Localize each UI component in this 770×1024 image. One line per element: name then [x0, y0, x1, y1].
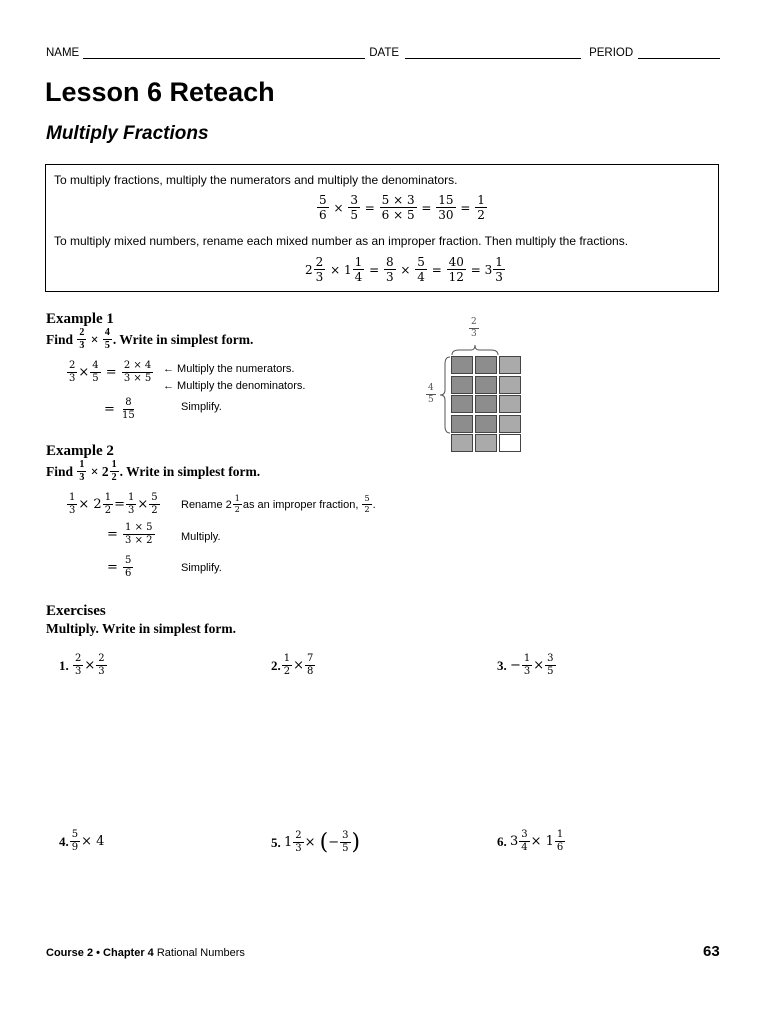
- eq1-d-num: 15: [438, 193, 454, 207]
- name-line[interactable]: [83, 46, 365, 59]
- ex2-s-d-den: 2: [151, 505, 158, 516]
- grid-cell: [499, 415, 521, 433]
- footer-course-chapter: Course 2 • Chapter 4: [46, 947, 154, 959]
- ex2-note1-rnum: 5: [364, 494, 370, 503]
- ex2-m-num: 1 × 5: [125, 522, 153, 533]
- e1-b-den: 3: [98, 666, 105, 677]
- exercise-1-number: 1.: [59, 657, 69, 673]
- eq2-c-den: 3: [385, 270, 394, 284]
- model-side-brace: [438, 356, 452, 434]
- e4-b: 4: [96, 834, 105, 849]
- eq1-a-den: 6: [319, 208, 327, 222]
- e5-b-num: 3: [342, 830, 349, 841]
- ex1-b-den: 5: [104, 340, 110, 351]
- ex2-b-num: 1: [111, 459, 117, 470]
- example2-prompt: Find $\frac{1}{3}$ × 2 $\frac{1}{2}$ . Write in simplest form.: [46, 459, 261, 483]
- rule-text-mixed: To multiply mixed numbers, rename each mixed number as an improper fraction. Then multiply the fractions.: [54, 234, 629, 248]
- e1-b-num: 2: [98, 653, 105, 664]
- e1-a-num: 2: [74, 653, 82, 664]
- name-label: NAME: [46, 46, 80, 59]
- ex2-s-c-num: 1: [127, 492, 135, 503]
- eq2-b-den: 4: [354, 270, 363, 284]
- date-label: DATE: [369, 46, 400, 59]
- grid-cell: [475, 415, 497, 433]
- ex1-s-b-num: 4: [92, 360, 99, 371]
- eq2-f-den: 3: [495, 270, 503, 284]
- ex2-note1-num: 1: [234, 494, 240, 503]
- example1-note1: ← Multiply the numerators.: [163, 363, 295, 375]
- model-side-num: 4: [428, 383, 434, 393]
- ex1-r-den: 15: [122, 410, 135, 421]
- example1-step1: $\frac{2}{3}$ × $\frac{4}{5}$ = $\frac{2 \times 4}{3 \times 5}$: [69, 360, 152, 384]
- ex1-r-num: 8: [125, 397, 132, 408]
- eq1-b-num: 3: [350, 193, 358, 207]
- eq1-b-den: 5: [350, 208, 358, 222]
- e4-a-num: 5: [71, 829, 79, 840]
- ex2-s-a-num: 1: [69, 492, 76, 503]
- eq2-whole-3: 3: [484, 262, 493, 277]
- eq2-a-num: 2: [315, 255, 324, 269]
- grid-cell: [499, 434, 521, 452]
- e6-whole-2: 1: [545, 834, 554, 849]
- exercise-4: 4. $\frac{5}{9}$ × 4: [59, 829, 105, 853]
- exercise-3: 3. − $\frac{1}{3}$ × $\frac{3}{5}$: [497, 653, 554, 677]
- exercise-2: 2. $\frac{1}{2}$ × $\frac{7}{8}$: [271, 653, 314, 677]
- exercises-heading: Exercises: [46, 603, 106, 619]
- ex1-s-c-den: 3 × 5: [123, 373, 152, 384]
- eq1-c-num: 5 × 3: [381, 193, 415, 207]
- exercises-instructions: Multiply. Write in simplest form.: [46, 621, 236, 636]
- grid-cell: [499, 356, 521, 374]
- example1-prompt: Find $\frac{2}{3}$ × $\frac{4}{5}$ . Write in simplest form.: [46, 327, 254, 351]
- example2-heading: Example 2: [46, 443, 114, 459]
- exercise-3-number: 3.: [497, 657, 507, 673]
- e6-a-num: 3: [521, 829, 528, 840]
- exercise-6: 6. 3 $\frac{3}{4}$ × 1 $\frac{1}{6}$: [497, 829, 564, 853]
- ex2-a-den: 3: [79, 472, 85, 483]
- eq2-d-den: 4: [417, 270, 425, 284]
- example1-find: Find: [46, 331, 74, 347]
- e6-b-num: 1: [556, 829, 564, 840]
- ex2-note1-den: 2: [234, 505, 240, 514]
- e6-a-den: 4: [521, 842, 528, 853]
- exercise-6-number: 6.: [497, 833, 507, 849]
- eq2-a-den: 3: [315, 270, 324, 284]
- ex2-r-den: 6: [125, 568, 132, 579]
- grid-cell: [475, 376, 497, 394]
- example2-note2: Multiply.: [181, 531, 221, 543]
- ex2-whole: 2: [101, 463, 109, 479]
- eq2-f-num: 1: [495, 255, 503, 269]
- grid-cell: [451, 415, 473, 433]
- page-subtitle: Multiply Fractions: [46, 123, 209, 144]
- eq1-e-num: 1: [477, 193, 485, 207]
- ex2-s-b-num: 1: [104, 492, 112, 503]
- e5-whole: 1: [283, 835, 293, 850]
- eq1-c-den: 6 × 5: [381, 208, 415, 222]
- e2-b-num: 7: [307, 653, 314, 664]
- eq2-c-num: 8: [385, 255, 394, 269]
- ex2-s-a-den: 3: [69, 505, 76, 516]
- grid-cell: [475, 395, 497, 413]
- e5-b-den: 5: [342, 843, 349, 854]
- exercise-5-number: 5.: [271, 834, 281, 850]
- exercise-2-number: 2.: [271, 657, 281, 673]
- exercise-4-number: 4.: [59, 833, 69, 849]
- ex1-s-c-num: 2 × 4: [123, 360, 152, 371]
- example1-step2: = $\frac{8}{15}$: [104, 397, 135, 421]
- grid-cell: [499, 395, 521, 413]
- footer-topic: Rational Numbers: [156, 947, 245, 959]
- ex2-s-whole: 2: [93, 497, 102, 512]
- ex2-s-b-den: 2: [104, 505, 112, 516]
- model-side-den: 5: [428, 395, 434, 405]
- grid-cell: [475, 434, 497, 452]
- period-line[interactable]: [638, 46, 720, 59]
- e5-a-num: 2: [295, 830, 302, 841]
- grid-cell: [451, 395, 473, 413]
- model-top-num: 2: [471, 317, 477, 327]
- ex2-note1-whole: 2: [225, 498, 232, 511]
- eq2-d-num: 5: [417, 255, 425, 269]
- area-model-grid: [451, 356, 523, 454]
- ex2-note1-b: as an improper fraction,: [242, 498, 359, 511]
- e3-b-num: 3: [547, 653, 554, 664]
- ex1-a-num: 2: [79, 327, 85, 338]
- ex2-a-num: 1: [79, 459, 85, 470]
- example2-note1: Rename 2 $\frac{1}{2}$ as an improper fraction, $\frac{5}{2}$ .: [181, 494, 376, 514]
- e2-a-den: 2: [283, 666, 291, 677]
- e3-a-num: 1: [523, 653, 531, 664]
- e3-a-den: 3: [523, 666, 531, 677]
- e4-a-den: 9: [71, 842, 79, 853]
- exercise-1: 1. $\frac{2}{3}$ × $\frac{2}{3}$: [59, 653, 105, 677]
- model-top-fraction: [468, 318, 480, 339]
- example2-note3: Simplify.: [181, 562, 222, 574]
- model-side-fraction: [425, 384, 437, 405]
- eq1-d-den: 30: [438, 208, 454, 222]
- model-top-den: 3: [471, 329, 477, 339]
- ex1-s-a-num: 2: [69, 360, 76, 371]
- ex2-m-den: 3 × 2: [125, 535, 153, 546]
- example2-step1: $\frac{1}{3}$ × 2 $\frac{1}{2}$ = $\frac{1}{3}$ × $\frac{5}{2}$: [69, 492, 158, 516]
- e2-a-num: 1: [283, 653, 291, 664]
- grid-cell: [499, 376, 521, 394]
- ex2-note1-a: Rename: [181, 498, 223, 511]
- e3-b-den: 5: [547, 666, 554, 677]
- page-title: Lesson 6 Reteach: [45, 77, 275, 107]
- e2-b-den: 8: [307, 666, 314, 677]
- e5-a-den: 3: [295, 843, 302, 854]
- worksheet-header: [46, 46, 720, 59]
- eq2-e-den: 12: [448, 270, 464, 284]
- ex1-b-num: 4: [104, 327, 110, 338]
- e6-b-den: 6: [556, 842, 564, 853]
- rule-equation-mixed: 2 $\frac{2}{3}$ × 1 $\frac{1}{4}$ = $\frac{8}{3}$ × $\frac{5}{4}$ = $\frac{40}{12}$ = 3 $\frac{1}{3}$: [305, 255, 503, 284]
- grid-cell: [451, 376, 473, 394]
- footer-course: [46, 947, 245, 959]
- example1-note2: ← Multiply the denominators.: [163, 380, 306, 392]
- grid-cell: [475, 356, 497, 374]
- ex2-s-d-num: 5: [151, 492, 158, 503]
- example1-task: . Write in simplest form.: [112, 331, 254, 347]
- model-top-brace: [451, 343, 499, 357]
- example2-find: Find: [46, 463, 74, 479]
- exercise-5: 5. 1 $\frac{2}{3}$ × ( − $\frac{3}{5}$ ): [271, 830, 361, 855]
- rule-text-fractions: To multiply fractions, multiply the numerators and multiply the denominators.: [54, 173, 458, 187]
- e6-whole-1: 3: [509, 834, 519, 849]
- example1-heading: Example 1: [46, 311, 114, 327]
- e1-a-den: 3: [74, 666, 82, 677]
- eq1-a-num: 5: [319, 193, 327, 207]
- ex1-s-b-den: 5: [92, 373, 99, 384]
- eq2-whole-1: 2: [305, 262, 313, 277]
- page-number: 63: [703, 943, 720, 960]
- ex1-s-a-den: 3: [69, 373, 76, 384]
- eq2-whole-2: 1: [343, 262, 352, 277]
- ex2-s-c-den: 3: [127, 505, 135, 516]
- period-label: PERIOD: [589, 46, 634, 59]
- grid-cell: [451, 356, 473, 374]
- eq2-e-num: 40: [448, 255, 464, 269]
- example1-note3: Simplify.: [181, 401, 222, 413]
- eq1-e-den: 2: [477, 208, 485, 222]
- grid-cell: [451, 434, 473, 452]
- ex1-a-den: 3: [79, 340, 85, 351]
- eq2-b-num: 1: [354, 255, 363, 269]
- date-line[interactable]: [405, 46, 581, 59]
- ex2-note1-rden: 2: [364, 505, 370, 514]
- example2-step3: = $\frac{5}{6}$: [107, 555, 132, 579]
- example2-step2: = $\frac{1 \times 5}{3 \times 2}$: [107, 522, 153, 546]
- ex2-b-den: 2: [111, 472, 117, 483]
- rule-equation-fractions: $\frac{5}{6}$ × $\frac{3}{5}$ = $\frac{5 \times 3}{6 \times 5}$ = $\frac{15}{30}$ = $\frac{1}{2}$: [319, 193, 485, 222]
- example2-task: . Write in simplest form.: [119, 463, 261, 479]
- ex2-r-num: 5: [125, 555, 132, 566]
